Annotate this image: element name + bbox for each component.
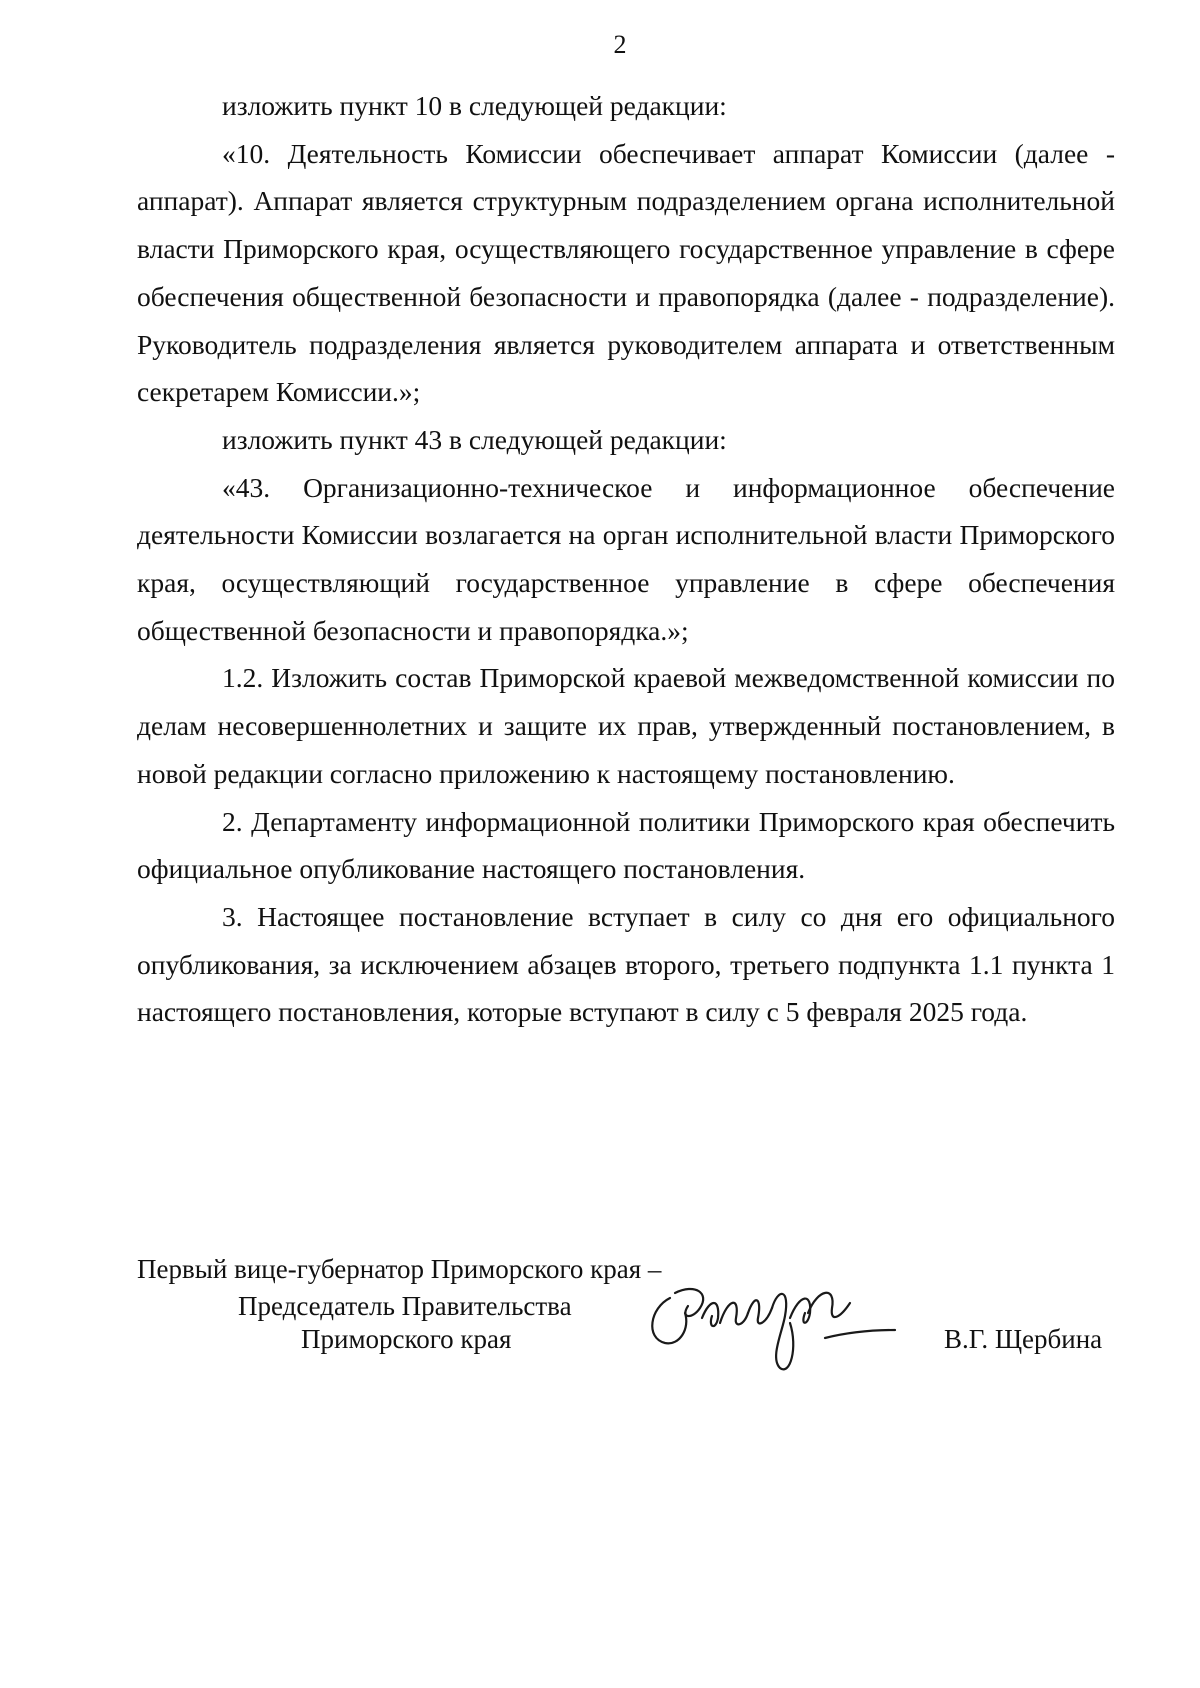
- signer-position-line-1: Первый вице-губернатор Приморского края –: [137, 1254, 662, 1284]
- paragraph-2: 2. Департаменту информационной политики Приморского края обеспечить официальное опубликование настоящего постановления.: [137, 805, 1115, 885]
- handwritten-signature: [640, 1268, 900, 1378]
- paragraph-amend-point-10-intro: изложить пункт 10 в следующей редакции:: [222, 90, 727, 121]
- paragraph-amend-point-43-intro: изложить пункт 43 в следующей редакции:: [222, 423, 727, 455]
- paragraph-1-2: 1.2. Изложить состав Приморской краевой межведомственной комиссии по делам несовершеннолетних и защите их прав, утвержденный постановлением, в новой редакции согласно приложению к настоящему постановлению.: [137, 662, 1115, 789]
- paragraph-point-43-text: «43. Организационно-техническое и информационное обеспечение деятельности Комиссии возлагается на орган исполнительной власти Приморского края, осуществляющий государственное управление в сфере обеспечения общественной безопасности и правопорядка.»;: [137, 471, 1115, 646]
- signer-position-line-3: Приморского края: [301, 1324, 512, 1354]
- paragraph-3: 3. Настоящее постановление вступает в силу со дня его официального опубликования, за исключением абзацев второго, третьего подпункта 1.1 пункта 1 настоящего постановления, которые вступают в силу с 5 февраля 2025 года.: [137, 900, 1115, 1028]
- signer-name: В.Г. Щербина: [944, 1324, 1103, 1354]
- paragraph-point-10-text: «10. Деятельность Комиссии обеспечивает аппарат Комиссии (далее - аппарат). Аппарат является структурным подразделением органа исполнительной власти Приморского края, осуществляющего государственное управление в сфере обеспечения общественной безопасности и правопорядка (далее - подразделение). Руководитель подразделения является руководителем аппарата и ответственным секретарем Комиссии.»;: [137, 137, 1115, 408]
- signer-position-line-2: Председатель Правительства: [238, 1291, 572, 1321]
- page-number: 2: [613, 30, 627, 59]
